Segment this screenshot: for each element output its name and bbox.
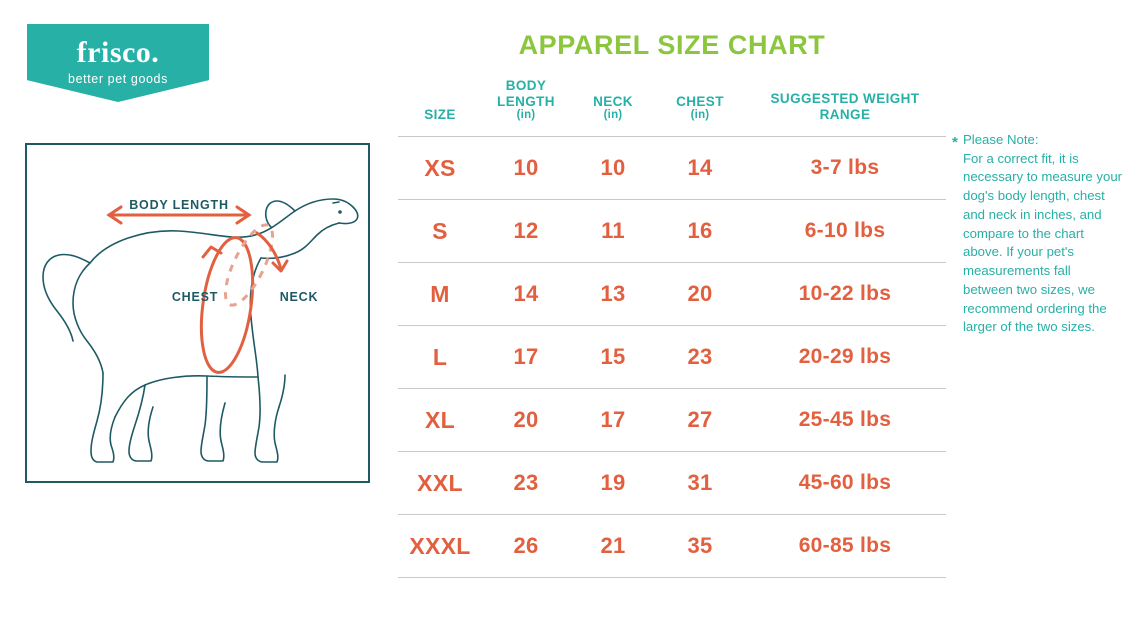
note-asterisk-icon: *: [952, 134, 958, 151]
table-row: [398, 137, 946, 200]
cell-body-length: 20: [482, 389, 570, 452]
cell-chest: 16: [656, 200, 744, 263]
table-row: [398, 326, 946, 389]
cell-size: L: [398, 326, 482, 389]
cell-size: XXXL: [398, 515, 482, 578]
cell-neck: 10: [570, 137, 656, 200]
column-header-chest: CHEST (in): [656, 78, 744, 137]
cell-size: S: [398, 200, 482, 263]
table-row: [398, 452, 946, 515]
column-header-neck: NECK (in): [570, 78, 656, 137]
cell-weight-range: 6-10 lbs: [744, 200, 946, 263]
cell-chest: 31: [656, 452, 744, 515]
chest-measure-icon: [194, 234, 260, 375]
cell-size: XL: [398, 389, 482, 452]
table-header-row: [398, 78, 946, 137]
cell-body-length: 26: [482, 515, 570, 578]
cell-body-length: 14: [482, 263, 570, 326]
column-header-weight-range: SUGGESTED WEIGHT RANGE: [744, 78, 946, 137]
diagram-label-neck: NECK: [279, 290, 319, 304]
logo-wordmark: frisco.: [76, 36, 160, 69]
cell-neck: 13: [570, 263, 656, 326]
measurement-diagram-panel: [25, 143, 370, 483]
page-title: APPAREL SIZE CHART: [518, 30, 826, 60]
diagram-label-body-length: BODY LENGTH: [129, 198, 229, 212]
table-row: [398, 515, 946, 578]
cell-size: M: [398, 263, 482, 326]
cell-neck: 15: [570, 326, 656, 389]
table-row: [398, 263, 946, 326]
cell-neck: 11: [570, 200, 656, 263]
table-row: [398, 389, 946, 452]
cell-weight-range: 10-22 lbs: [744, 263, 946, 326]
cell-chest: 27: [656, 389, 744, 452]
logo-tagline: better pet goods: [68, 72, 168, 86]
cell-weight-range: 60-85 lbs: [744, 515, 946, 578]
cell-chest: 20: [656, 263, 744, 326]
note-heading: Please Note:: [963, 132, 1039, 147]
apparel-size-table: [398, 78, 946, 578]
cell-body-length: 10: [482, 137, 570, 200]
cell-chest: 35: [656, 515, 744, 578]
brand-logo: [27, 24, 209, 102]
diagram-label-chest: CHEST: [171, 290, 219, 304]
dog-measurement-diagram: [27, 145, 368, 481]
cell-weight-range: 20-29 lbs: [744, 326, 946, 389]
cell-chest: 23: [656, 326, 744, 389]
cell-size: XXL: [398, 452, 482, 515]
cell-body-length: 17: [482, 326, 570, 389]
cell-weight-range: 45-60 lbs: [744, 452, 946, 515]
column-header-body-length: BODY LENGTH (in): [482, 78, 570, 137]
cell-neck: 21: [570, 515, 656, 578]
cell-body-length: 23: [482, 452, 570, 515]
table-row: [398, 200, 946, 263]
cell-neck: 17: [570, 389, 656, 452]
note-body: For a correct fit, it is necessary to measure your dog's body length, chest and neck in inches, and compare to the chart above. If your pet's measurements fall between two sizes, we recommend ordering the larger of the two sizes.: [963, 150, 1123, 335]
cell-weight-range: 3-7 lbs: [744, 137, 946, 200]
cell-neck: 19: [570, 452, 656, 515]
cell-weight-range: 25-45 lbs: [744, 389, 946, 452]
cell-size: XS: [398, 137, 482, 200]
cell-chest: 14: [656, 137, 744, 200]
cell-body-length: 12: [482, 200, 570, 263]
column-header-size: SIZE: [398, 78, 482, 137]
please-note-block: [952, 131, 1123, 337]
